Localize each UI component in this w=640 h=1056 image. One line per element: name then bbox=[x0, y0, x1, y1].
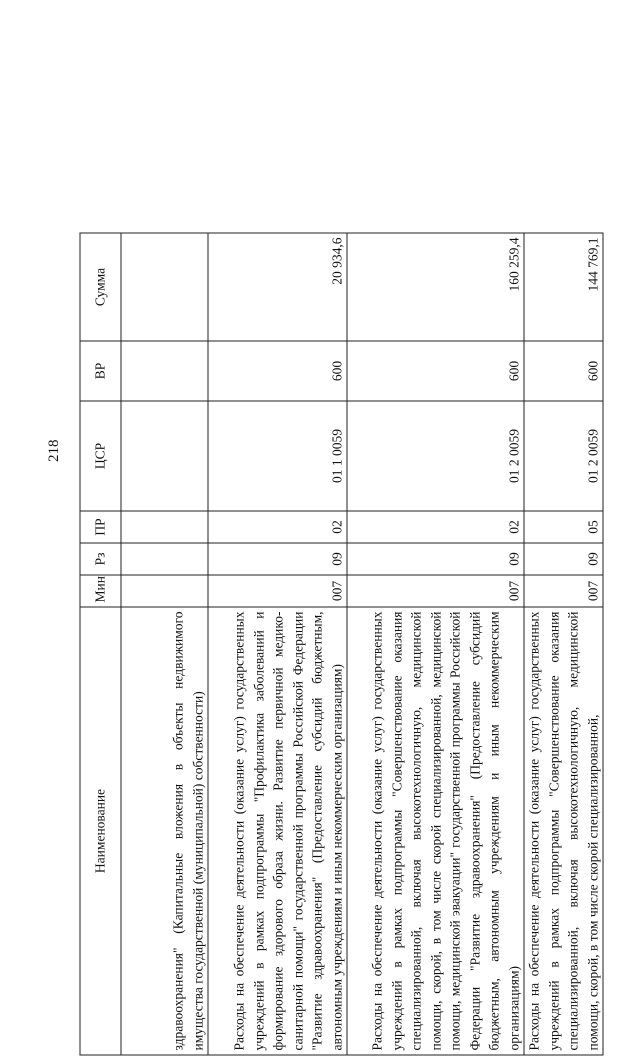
row-name: Расходы на обеспечение деятельности (оказание услуг) государственных учреждений в рамках подпрограммы "Совершенствование оказания специализированной, включая высокотехнологичную, медицинской помощи, скорой, в том числе скорой специализированной, bbox=[524, 607, 603, 1055]
table-row bbox=[121, 233, 208, 1055]
row-sum: 20 934,6 bbox=[208, 233, 347, 341]
row-pr: 05 bbox=[524, 511, 603, 543]
row-csr: 01 2 0059 bbox=[347, 401, 524, 511]
row-vr bbox=[121, 341, 208, 401]
table-row bbox=[347, 233, 524, 1055]
header-rz: Рз bbox=[80, 543, 121, 575]
header-sum: Сумма bbox=[80, 233, 121, 341]
row-csr bbox=[121, 401, 208, 511]
table-row bbox=[208, 233, 347, 1055]
budget-table bbox=[80, 233, 604, 1056]
header-min: Мин bbox=[80, 575, 121, 607]
row-csr: 01 1 0059 bbox=[208, 401, 347, 511]
row-rz: 09 bbox=[347, 543, 524, 575]
row-rz bbox=[121, 543, 208, 575]
row-rz: 09 bbox=[208, 543, 347, 575]
row-min: 007 bbox=[347, 575, 524, 607]
row-rz: 09 bbox=[524, 543, 603, 575]
row-pr: 02 bbox=[208, 511, 347, 543]
row-min: 007 bbox=[524, 575, 603, 607]
header-pr: ПР bbox=[80, 511, 121, 543]
table-row bbox=[524, 233, 603, 1055]
row-pr bbox=[121, 511, 208, 543]
row-csr: 01 2 0059 bbox=[524, 401, 603, 511]
header-name: Наименование bbox=[80, 607, 121, 1055]
row-sum: 160 259,4 bbox=[347, 233, 524, 341]
row-sum bbox=[121, 233, 208, 341]
row-pr: 02 bbox=[347, 511, 524, 543]
header-vr: ВР bbox=[80, 341, 121, 401]
header-csr: ЦСР bbox=[80, 401, 121, 511]
row-sum: 144 769,1 bbox=[524, 233, 603, 341]
row-min bbox=[121, 575, 208, 607]
row-vr: 600 bbox=[347, 341, 524, 401]
row-name: Расходы на обеспечение деятельности (оказание услуг) государственных учреждений в рамках подпрограммы "Совершенствование оказания специализированной, включая высокотехнологичную, медицинской помощи, скорой, в том числе скорой специализированной, медицинской помощи, медицинской эвакуации" государственной программы Российской Федерации "Развитие здравоохранения" (Предоставление субсидий бюджетным, автономным учреждениям и иным некоммерческим организациям) bbox=[347, 607, 524, 1055]
table-header-row bbox=[80, 233, 121, 1055]
row-vr: 600 bbox=[208, 341, 347, 401]
row-name: Расходы на обеспечение деятельности (оказание услуг) государственных учреждений в рамках подпрограммы "Профилактика заболеваний и формирование здорового образа жизни. Развитие первичной медико-санитарной помощи" государственной программы Российской Федерации "Развитие здравоохранения" (Предоставление субсидий бюджетным, автономным учреждениям и иным некоммерческим организациям) bbox=[208, 607, 347, 1055]
row-min: 007 bbox=[208, 575, 347, 607]
page-number: 218 bbox=[46, 439, 62, 462]
row-vr: 600 bbox=[524, 341, 603, 401]
row-name: здравоохранения" (Капитальные вложения в объекты недвижимого имущества государственной (муниципальной) собственности) bbox=[121, 607, 208, 1055]
